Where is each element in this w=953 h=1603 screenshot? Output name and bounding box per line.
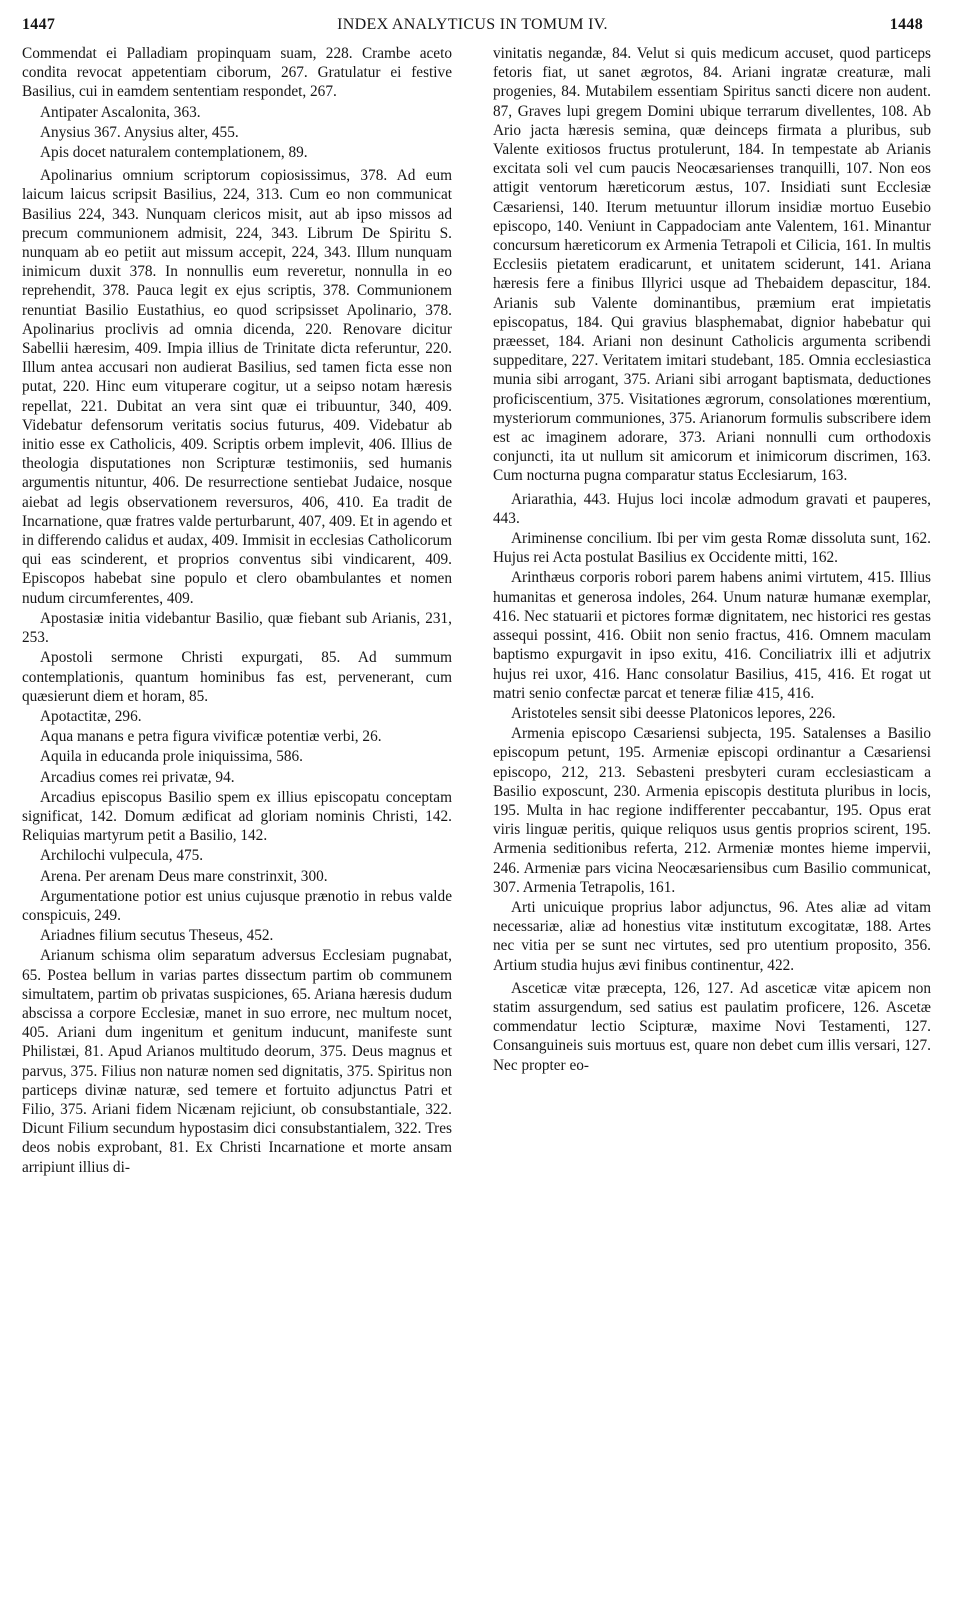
- index-entry: vinitatis negandæ, 84. Velut si quis medicum accuset, quod particeps fetoris fiat, ut sanet ægrotos, 84. Ariani ingratæ creaturæ, mali progenies, 84. Mutabilem essentiam Spiritus sancti dicere non audent. 87, Graves lupi gregem Domini ubique terrarum divellentes, 108. Ab Ario jacta hæresis semina, quæ deinceps firmata a pluribus, sub Valente exitiosos fructus protulerunt, 184. In tempestate ab Arianis excitata soli vel cum paucis Neocæsarienses tranquilli, 107. Non eos attigit ventorum hæreticorum æstus, 107. Insidiati sunt Ecclesiæ Cæsariensi, 140. Iterum metuuntur illorum insidiæ mortuo Eusebio episcopo, 140. Veniunt in Cappadociam ante Valentem, 161. Minantur concursum hæreticorum ex Armenia Tetrapoli et Cilicia, 161. In multis Ecclesiis pietatem eradicarunt, et unitatem sciderunt, 141. Ariana hæresis fere a finibus Illyrici usque ad Thebaidem depascitur, 184. Arianis sub Valente dominantibus, præmium erat impietatis episcopatus, 184. Qui gravius blasphemabat, dignior habebatur qui præesset, 184. Ariani non desinunt Catholicis argumenta scribendi suppeditare, 227. Veritatem imitari studebant, 185. Omnia ecclesiastica munia sibi arrogant, 375. Ariani sibi arrogant baptismata, deductiones proficiscentium, 375. Visitationes ægrorum, consolationes mœrentium, mysteriorum communiones, 375. Arianorum formulis subscribere idem est ac imaginem adorare, 373. Ariani nonnulli cum orthodoxis conjuncti, ita ut nullum sit amicorum et inimicorum discrimen, 163. Cum nocturna pugna comparatur status Ecclesiarum, 163.: [493, 45, 931, 485]
- index-entry: Anysius 367. Anysius alter, 455.: [40, 123, 239, 141]
- index-entry: Arcadius episcopus Basilio spem ex illius episcopatu conceptam significat, 142. Domum ædificat ad gloriam nominis Christi, 142. Reliquias martyrum petit a Basilio, 142.: [22, 788, 452, 845]
- index-entry: Commendat ei Palladiam propinquam suam, 228. Crambe aceto condita revocat appetentiam ciborum, 267. Gratulatur ei festive Basilius, cui in eamdem sententiam respondet, 267.: [22, 45, 452, 101]
- index-entry: Apostasiæ initia videbantur Basilio, quæ fiebant sub Arianis, 231, 253.: [22, 609, 452, 647]
- page-number-right: 1448: [889, 16, 923, 33]
- index-entry: Asceticæ vitæ præcepta, 126, 127. Ad asceticæ vitæ apicem non statim assurgendum, sed satius est paulatim proficere, 126. Ascetæ commendatur lectio Scipturæ, maxime Novi Testamenti, 127. Consanguineis suis mortuus est, quare non debet cum illis versari, 127. Nec propter eo-: [493, 979, 931, 1074]
- index-entry: Apotactitæ, 296.: [40, 707, 142, 725]
- index-entry: Aristoteles sensit sibi deesse Platonicos lepores, 226.: [511, 704, 836, 722]
- index-entry: Ariminense concilium. Ibi per vim gesta Romæ dissoluta sunt, 162. Hujus rei Acta postulat Basilius ex Occidente mitti, 162.: [493, 530, 931, 567]
- index-entry: Argumentatione potior est unius cujusque prænotio in rebus valde conspicuis, 249.: [22, 887, 452, 924]
- index-entry: Antipater Ascalonita, 363.: [40, 103, 201, 121]
- index-entry: Armenia episcopo Cæsariensi subjecta, 195. Satalenses a Basilio episcopum petunt, 195. Armeniæ episcopi ordinantur a Cæsariensi episcopo, 212, 213. Sebasteni presbyteri curam ecclesiasticam a Basilio exposcunt, 230. Armenia episcopis destituta pluribus in locis, 195. Multa in hac regione indifferenter peccabantur, 195. Opus erat viris linguæ peritis, quique reliquos usus gentis proprios scirent, 195. Armenia seditionibus referta, 212. Armeniæ montes hieme impervii, 246. Armeniæ pars vicina Neocæsariensibus cum Basilio communicat, 307. Armenia Tetrapolis, 161.: [493, 725, 931, 896]
- page-number-left: 1447: [22, 16, 56, 33]
- index-entry: Arena. Per arenam Deus mare constrinxit, 300.: [40, 867, 328, 885]
- index-entry: Arti unicuique proprius labor adjunctus, 96. Ates aliæ ad vitam necessariæ, aliæ ad honestius vitæ institutum excogitatæ, 188. Artes nec vitia per se sunt nec virtutes, sed pro utentium proposito, 356. Artium studia hujus ævi finibus continentur, 422.: [493, 898, 931, 974]
- page-header: [22, 12, 923, 38]
- index-entry: Apostoli sermone Christi expurgati, 85. Ad summum contemplationis, quantum hominibus fas est, pervenerant, cum quæsierunt diem et horam, 85.: [22, 649, 452, 705]
- index-entry: Arcadius comes rei privatæ, 94.: [40, 768, 235, 786]
- left-column: [22, 44, 452, 1178]
- index-entry: Arinthæus corporis robori parem habens animi virtutem, 415. Illius humanitas et generosa indoles, 264. Unum naturæ humanæ exemplar, 416. Nec statuarii et pictores formæ dignitatem, nec historici res gestas assequi possint, 416. Obiit non senio fractus, 416. Omnem maculam baptismo expurgavit in ipso exitu, 416. Conciliatrix illi et adjutrix hujus rei uxor, 416. Hanc consolatur Basilius, 415, 416. Et rogat ut matri senio confectæ parcat et teneræ filiæ 415, 416.: [493, 569, 931, 702]
- running-title: INDEX ANALYTICUS IN TOMUM IV.: [337, 16, 608, 33]
- index-entry: Archilochi vulpecula, 475.: [40, 847, 204, 865]
- index-entry: Arianum schisma olim separatum adversus Ecclesiam pugnabat, 65. Postea bellum in varias partes dissectum partim ob communem simultatem, partim ob privatas suspiciones, 65. Ariana hæresis dudum abscissa a corpore Ecclesiæ, manet in suo errore, nec multum nocet, 405. Ariani dum ingenitum et genitum inducunt, manifeste sunt Philistæi, 81. Apud Arianos multitudo deorum, 375. Deus magnus et parvus, 375. Filius non naturæ nomen sed dignitatis, 375. Spiritus non particeps divinæ naturæ, sed temere et fortuito adjunctus Patri et Filio, 375. Ariani fidem Nicænam rejiciunt, ob consubstantiale, 322. Dicunt Filium secundum hypostasim dici consubstantialem, 322. Tres deos nobis exprobant, 81. Ex Christi Incarnatione et morte ansam arripiunt illius di-: [22, 947, 452, 1176]
- index-entry: Aqua manans e petra figura vivificæ potentiæ verbi, 26.: [40, 728, 382, 746]
- index-entry: Ariadnes filium secutus Theseus, 452.: [40, 927, 274, 945]
- index-entry: Ariarathia, 443. Hujus loci incolæ admodum gravati et pauperes, 443.: [493, 490, 931, 527]
- index-entry: Aquila in educanda prole iniquissima, 586.: [40, 748, 303, 766]
- index-entry: Apolinarius omnium scriptorum copiosissimus, 378. Ad eum laicum laicus scripsit Basilius, 224, 313. Cum eo non communicat Basilius 224, 343. Nunquam clericos misit, aut ab ipso missos ad precum communionem admisit, 224, 343. Librum De Spiritu S. nunquam ab eo petiit aut missum accepit, 224, 343. Illum nunquam inimicum duxit 378. In nonnullis eum reveretur, nonnulla in eo reprehendit, 378. Pauca legit ex ejus scriptis, 378. Communionem renuntiat Basilio Eustathius, eo quod scripsisset Apolinario, 378. Apolinarius proclivis ad omnia dicenda, 220. Renovare dicitur Sabellii hæresim, 409. Impia illius de Trinitate dicta referuntur, 220. Illum antea accusari non audierat Basilius, sed tamen ficta esse non putat, 220. Hinc eum vituperare cogitur, ut a seipso notam hæresis repellat, 221. Dubitat an vera sint quæ ei tribuuntur, 340, 409. Videbatur defensorum veritatis socius futurus, 409. Videbatur ab initio esse ex Catholicis, 409. Scriptis orbem implevit, 406. Illius de theologia disputationes non Scripturæ testimoniis, sed humanis argumentis nituntur, 406. De resurrectione sentiebat Judaice, nosque aiebat ad legis observationem reversuros, 406, 410. Ea tradit de Incarnatione, quæ fratres valde perturbarunt, 407, 409. Et in agendo et in differendo calidus et audax, 409. Immisit in ecclesias Catholicorum qui eas scinderent, et proprios conventus sibi vindicarent, 409. Episcopos habebat sine populo et clero obambulantes et nomen nudum circumferentes, 409.: [22, 167, 452, 607]
- right-column: [493, 44, 931, 1076]
- index-entry: Apis docet naturalem contemplationem, 89.: [40, 144, 308, 162]
